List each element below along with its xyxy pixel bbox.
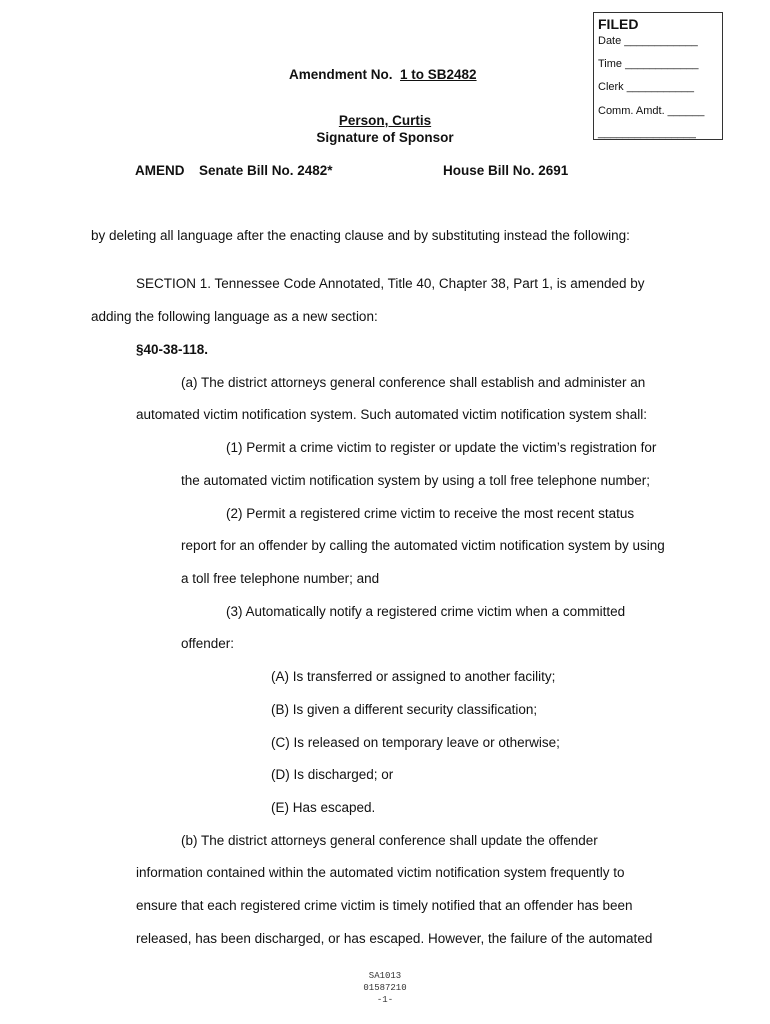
footer-code-2: 01587210 [363, 983, 407, 993]
item-3-line1: (3) Automatically notify a registered crime victim when a committed [226, 604, 626, 619]
subitem-A: (A) Is transferred or assigned to another facility; [271, 669, 556, 684]
amendment-title [289, 68, 477, 82]
filed-title: FILED [598, 16, 639, 32]
amendment-prefix: Amendment No. [289, 67, 393, 82]
sponsor-name: Person, Curtis [338, 113, 432, 128]
section1-line2: adding the following language as a new section: [91, 309, 378, 324]
item-2-line3: a toll free telephone number; and [181, 571, 380, 586]
page-number: -1- [376, 995, 394, 1005]
filed-time: Time ____________ [598, 58, 699, 70]
amendment-number: 1 to SB2482 [400, 67, 477, 82]
footer-code-1: SA1013 [368, 971, 402, 981]
subitem-D: (D) Is discharged; or [271, 767, 394, 782]
item-1-line2: the automated victim notification system by using a toll free telephone number; [181, 473, 650, 488]
subsection-b-line2: information contained within the automated victim notification system frequently to [136, 865, 625, 880]
intro-paragraph: by deleting all language after the enacting clause and by substituting instead the following: [91, 228, 630, 243]
item-3-line2: offender: [181, 636, 235, 651]
filed-signature-line: ________________ [598, 127, 696, 139]
item-1-line1: (1) Permit a crime victim to register or update the victim’s registration for [226, 440, 657, 455]
subitem-E: (E) Has escaped. [271, 800, 376, 815]
sponsor-caption: Signature of Sponsor [316, 130, 454, 145]
subitem-B: (B) Is given a different security classification; [271, 702, 538, 717]
subsection-a-line2: automated victim notification system. Such automated victim notification system shall: [136, 407, 647, 422]
filed-date: Date ____________ [598, 35, 698, 47]
filed-comm-amdt: Comm. Amdt. ______ [598, 105, 705, 117]
subsection-b-line3: ensure that each registered crime victim is timely notified that an offender has been [136, 898, 633, 913]
subsection-a-line1: (a) The district attorneys general conference shall establish and administer an [181, 375, 646, 390]
section1-line1: SECTION 1. Tennessee Code Annotated, Title 40, Chapter 38, Part 1, is amended by [136, 276, 645, 291]
item-2-line2: report for an offender by calling the automated victim notification system by using [181, 538, 665, 553]
subitem-C: (C) Is released on temporary leave or otherwise; [271, 735, 560, 750]
amend-label: AMEND [135, 163, 185, 178]
senate-bill: Senate Bill No. 2482* [199, 163, 333, 178]
filed-clerk: Clerk ___________ [598, 81, 695, 93]
house-bill: House Bill No. 2691 [443, 163, 569, 178]
subsection-b-line4: released, has been discharged, or has escaped. However, the failure of the automated [136, 931, 653, 946]
section-number: §40-38-118. [136, 342, 209, 357]
item-2-line1: (2) Permit a registered crime victim to receive the most recent status [226, 506, 635, 521]
subsection-b-line1: (b) The district attorneys general conference shall update the offender [181, 833, 598, 848]
